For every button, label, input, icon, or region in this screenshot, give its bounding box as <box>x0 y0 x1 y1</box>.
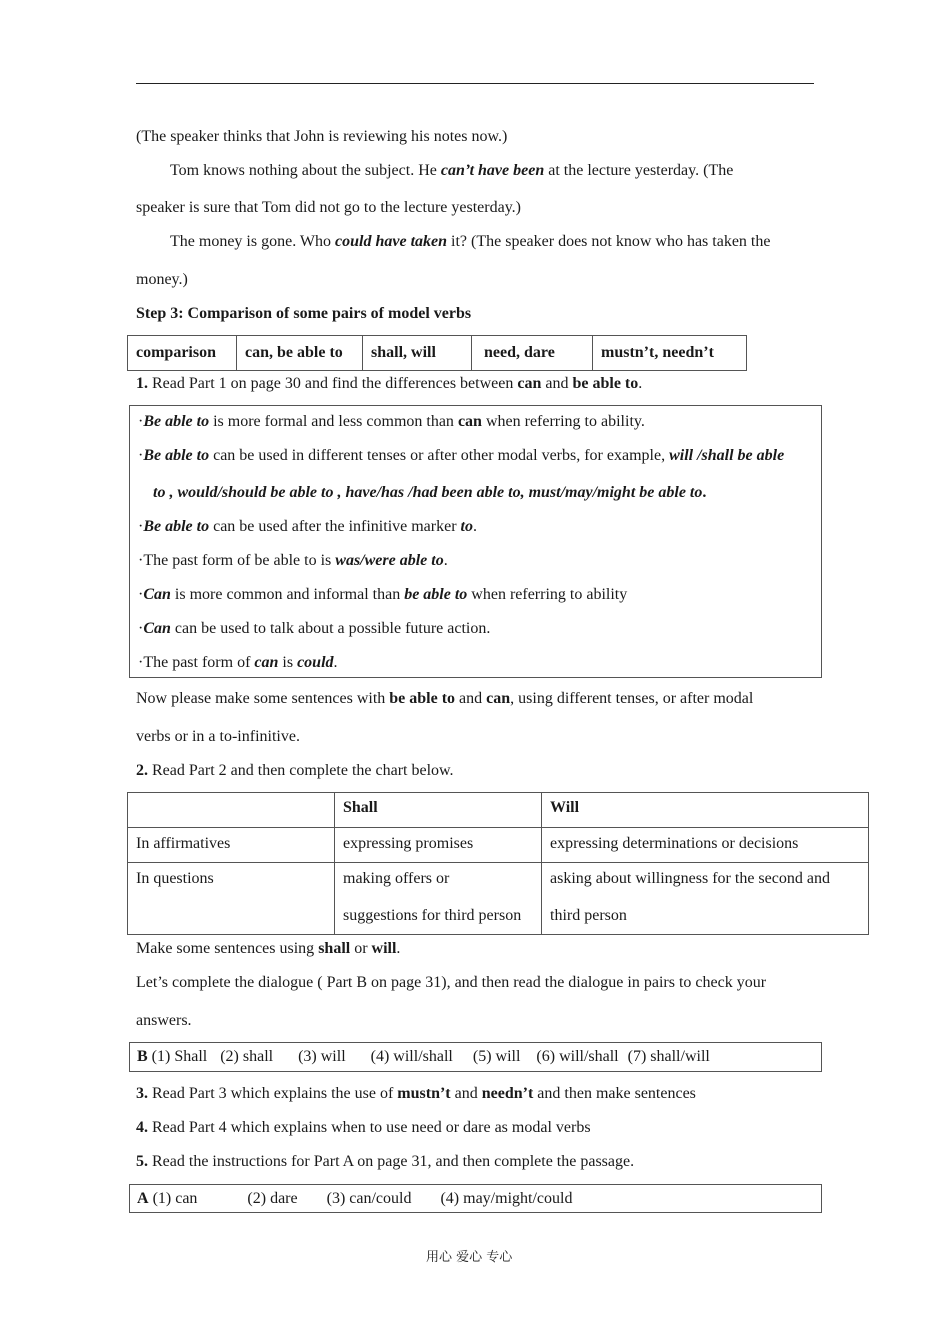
text: Now please make some sentences with <box>136 690 390 707</box>
emphasis: Be able to <box>143 413 210 430</box>
be-able-to-notes-box <box>129 405 822 678</box>
question-1 <box>136 374 642 394</box>
note-line-4 <box>138 517 477 537</box>
answers-label: B <box>137 1048 148 1065</box>
question-number: 5. <box>136 1153 148 1170</box>
text: can be used to talk about a possible future action. <box>170 620 491 637</box>
keyword: be able to <box>572 375 639 392</box>
instruction-shall-will <box>136 939 400 959</box>
answer-item: (7) shall/will <box>627 1048 710 1065</box>
text: is more formal and less common than <box>209 413 458 430</box>
keyword: mustn’t <box>397 1085 451 1102</box>
emphasis: Be able to <box>143 447 210 464</box>
text: , using different tenses, or after modal <box>510 690 754 707</box>
emphasis: to <box>460 518 473 535</box>
question-number: 2. <box>136 762 148 779</box>
emphasis: could <box>297 654 334 671</box>
chart-head-shall: Shall <box>335 793 542 828</box>
cell-line: third person <box>550 907 627 924</box>
header-rule <box>136 83 814 84</box>
question-2 <box>136 761 454 781</box>
emphasis: can’t have been <box>440 162 545 179</box>
page-footer: 用心 爱心 专心 <box>426 1250 513 1265</box>
text: at the lecture yesterday. (The <box>544 162 734 179</box>
text: . <box>443 552 448 569</box>
text: can be used in different tenses or after other modal verbs, for example, <box>209 447 670 464</box>
text: . <box>396 940 401 957</box>
answers-b-line <box>137 1047 710 1067</box>
chart-head-empty <box>128 793 335 828</box>
answer-item: (4) will/shall <box>370 1048 453 1065</box>
answer-item: (2) dare <box>247 1190 298 1207</box>
text: is more common and informal than <box>170 586 405 603</box>
bullet: · <box>138 586 144 603</box>
text: Read Part 1 on page 30 and find the differences between <box>148 375 518 392</box>
text: when referring to ability <box>467 586 628 603</box>
text: is <box>278 654 298 671</box>
note-line-3 <box>153 483 706 503</box>
text: . <box>702 484 707 501</box>
intro-paragraph-3-cont: money.) <box>136 271 188 288</box>
text: Tom knows nothing about the subject. He <box>170 162 441 179</box>
keyword: needn’t <box>481 1085 534 1102</box>
chart-row-questions-will <box>542 863 869 935</box>
cell-line: suggestions for third person <box>343 907 522 924</box>
cell-line: asking about willingness for the second and <box>550 870 830 887</box>
bullet: · <box>138 518 144 535</box>
note-line-1 <box>138 412 645 432</box>
question-number: 4. <box>136 1119 148 1136</box>
comparison-table <box>127 335 747 371</box>
emphasis: can <box>254 654 279 671</box>
emphasis: to , would/should be able to , have/has /had been able to, must/may/might be able to <box>153 484 703 501</box>
chart-row-questions-shall <box>335 863 542 935</box>
answers-b-box <box>129 1042 822 1072</box>
comparison-col-2: can, be able to <box>237 336 363 371</box>
text: or <box>350 940 372 957</box>
text: when referring to ability. <box>481 413 645 430</box>
text: ·The past form of be able to is <box>138 552 336 569</box>
chart-row-affirmatives-label: In affirmatives <box>128 828 335 863</box>
text: . <box>473 518 477 535</box>
text: Make some sentences using <box>136 940 319 957</box>
text: Read Part 4 which explains when to use need or dare as modal verbs <box>148 1119 591 1136</box>
text: Read the instructions for Part A on page 31, and then complete the passage. <box>148 1153 635 1170</box>
answer-item: (6) will/shall <box>536 1048 619 1065</box>
text: and <box>455 690 487 707</box>
answer-item: (1) Shall <box>147 1048 208 1065</box>
keyword: can <box>457 413 482 430</box>
answer-item: (4) may/might/could <box>440 1190 573 1207</box>
comparison-col-4: need, dare <box>472 336 593 371</box>
intro-paragraph-2-cont: speaker is sure that Tom did not go to the lecture yesterday.) <box>136 199 521 216</box>
question-4 <box>136 1118 591 1138</box>
note-line-6 <box>138 585 627 605</box>
emphasis: Can <box>143 586 171 603</box>
instruction-sentences-1 <box>136 689 753 709</box>
text: and <box>450 1085 482 1102</box>
answer-item: (3) will <box>298 1048 346 1065</box>
answer-item: (3) can/could <box>326 1190 412 1207</box>
answer-item: (5) will <box>472 1048 521 1065</box>
emphasis: could have taken <box>335 233 448 250</box>
emphasis: Can <box>143 620 171 637</box>
question-number: 1. <box>136 375 148 392</box>
keyword: shall <box>318 940 351 957</box>
instruction-dialogue: Let’s complete the dialogue ( Part B on page 31), and then read the dialogue in pairs to check your <box>136 974 767 991</box>
note-line-8 <box>138 653 338 673</box>
emphasis: was/were able to <box>335 552 444 569</box>
comparison-col-5: mustn’t, needn’t <box>593 336 747 371</box>
answer-item: (1) can <box>148 1190 198 1207</box>
shall-will-chart <box>127 792 869 935</box>
question-3 <box>136 1084 696 1104</box>
intro-paragraph-2 <box>170 161 733 181</box>
comparison-col-1: comparison <box>128 336 237 371</box>
question-5 <box>136 1152 634 1172</box>
keyword: be able to <box>389 690 456 707</box>
emphasis: Be able to <box>143 518 210 535</box>
bullet: · <box>138 620 144 637</box>
intro-line-1: (The speaker thinks that John is reviewing his notes now.) <box>136 128 508 145</box>
cell-line: making offers or <box>343 870 450 887</box>
answers-label: A <box>137 1190 149 1207</box>
comparison-col-3: shall, will <box>363 336 472 371</box>
instruction-dialogue-cont: answers. <box>136 1012 192 1029</box>
text: it? (The speaker does not know who has taken the <box>447 233 771 250</box>
emphasis: be able to <box>404 586 468 603</box>
chart-row-questions-label: In questions <box>128 863 335 935</box>
text: can be used after the infinitive marker <box>209 518 461 535</box>
bullet: · <box>138 413 144 430</box>
note-line-7 <box>138 619 490 639</box>
answers-a-box <box>129 1184 822 1213</box>
text: The money is gone. Who <box>170 233 336 250</box>
note-line-2 <box>138 446 784 466</box>
answer-item: (2) shall <box>220 1048 274 1065</box>
keyword: can <box>486 690 511 707</box>
bullet: · <box>138 447 144 464</box>
question-number: 3. <box>136 1085 148 1102</box>
text: ·The past form of <box>138 654 255 671</box>
chart-head-will: Will <box>542 793 869 828</box>
intro-paragraph-3 <box>170 232 770 252</box>
keyword: will <box>371 940 397 957</box>
text: and <box>541 375 573 392</box>
text: Read Part 2 and then complete the chart below. <box>148 762 454 779</box>
chart-row-affirmatives-will: expressing determinations or decisions <box>542 828 869 863</box>
keyword: can <box>517 375 542 392</box>
text: and then make sentences <box>533 1085 696 1102</box>
text: Read Part 3 which explains the use of <box>148 1085 398 1102</box>
text: . <box>333 654 338 671</box>
chart-row-affirmatives-shall: expressing promises <box>335 828 542 863</box>
step3-heading: Step 3: Comparison of some pairs of model verbs <box>136 305 472 322</box>
instruction-sentences-1-cont: verbs or in a to-infinitive. <box>136 728 300 745</box>
text: . <box>638 375 643 392</box>
note-line-5 <box>138 551 448 571</box>
emphasis: will /shall be able <box>669 447 785 464</box>
answers-a-line <box>137 1189 572 1209</box>
